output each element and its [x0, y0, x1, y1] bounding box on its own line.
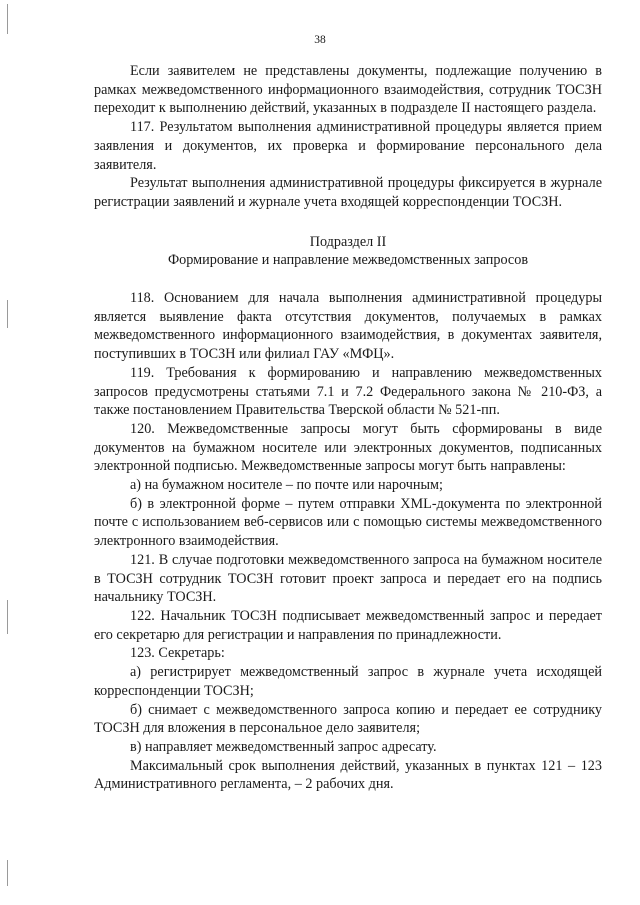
paragraph: Если заявителем не представлены документы, подлежащие получению в рамках межведомственного информационного взаимодействия, сотрудник ТОСЗН переходит к выполнению действий, указанных в подразделе II настоящего раздела. [94, 63, 602, 117]
subsection-title: Подраздел II [309, 233, 387, 250]
list-item-a: а) регистрирует межведомственный запрос в журнале учета исходящей корреспонденции ТОСЗН; [94, 664, 602, 699]
page-number: 38 [314, 34, 326, 46]
document-body [94, 62, 602, 794]
paragraph-122: 122. Начальник ТОСЗН подписывает межведомственный запрос и передает его секретарю для регистрации и направления по принадлежности. [94, 607, 602, 643]
list-item-b: б) в электронной форме – путем отправки XML-документа по электронной почте с использованием веб-сервисов или с помощью системы межведомственного электронного взаимодействия. [94, 495, 602, 550]
list-item-a: а) на бумажном носителе – по почте или нарочным; [130, 477, 443, 494]
paragraph-119: 119. Требования к формированию и направлению межведомственных запросов предусмотрены статьями 7.1 и 7.2 Федерального закона № 210-ФЗ, а также постановлением Правительства Тверской области № 521-пп. [94, 364, 602, 419]
paragraph-120: 120. Межведомственные запросы могут быть сформированы в виде документов на бумажном носителе или электронных документов, подписанных электронной подписью. Межведомственные запросы могут быть направлены: [94, 420, 602, 475]
paragraph-deadline: Максимальный срок выполнения действий, указанных в пунктах 121 – 123 Административного регламента, – 2 рабочих дня. [94, 757, 602, 793]
scan-edge-mark [7, 4, 8, 34]
scan-edge-mark [7, 300, 8, 328]
paragraph-121: 121. В случае подготовки межведомственного запроса на бумажном носителе в ТОСЗН сотрудник ТОСЗН готовит проект запроса и передает его на подпись начальнику ТОСЗН. [94, 551, 602, 606]
paragraph-123: 123. Секретарь: [130, 645, 225, 662]
subsection-subtitle: Формирование и направление межведомственных запросов [167, 252, 529, 269]
paragraph-117: 117. Результатом выполнения административной процедуры является прием заявления и документов, их проверка и формирование персонального дела заявителя. [94, 119, 602, 173]
scan-edge-mark [7, 860, 8, 886]
paragraph-118: 118. Основанием для начала выполнения административной процедуры является выявление факта отсутствия документов, получаемых в рамках межведомственного информационного взаимодействия, в документах заявителя, поступивших в ТОСЗН или филиал ГАУ «МФЦ». [94, 290, 602, 363]
list-item-v: в) направляет межведомственный запрос адресату. [130, 738, 437, 755]
list-item-b: б) снимает с межведомственного запроса копию и передает ее сотруднику ТОСЗН для вложения в персональное дело заявителя; [94, 701, 602, 737]
paragraph: Результат выполнения административной процедуры фиксируется в журнале регистрации заявлений и журнале учета входящей корреспонденции ТОСЗН. [94, 175, 602, 210]
scan-edge-mark [7, 600, 8, 634]
